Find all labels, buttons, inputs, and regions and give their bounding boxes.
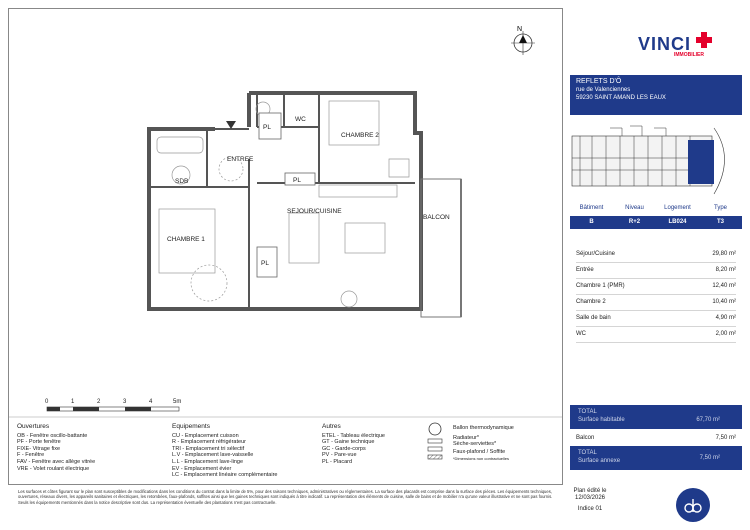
scale-bar (47, 407, 179, 411)
legend-item: VRE - Volet roulant électrique (17, 465, 90, 472)
legend-equipements-title: Equipements (172, 423, 210, 430)
total-habitable-label-2: Surface habitable (578, 417, 625, 423)
room-area: 8,20 m² (715, 267, 736, 273)
legend-symbol: Sèche-serviettes* (453, 441, 497, 448)
total-habitable-label-1: TOTAL (578, 409, 597, 415)
legend-item: PF - Porte fenêtre (17, 439, 61, 446)
legend-note: *Dimensions non contractuelles (453, 456, 510, 462)
label-sdb: SDB (175, 178, 189, 185)
label-chambre1: CHAMBRE 1 (167, 236, 205, 243)
legend-item: ETEL - Tableau électrique (322, 432, 385, 439)
room-row (576, 326, 736, 343)
company-seal-icon (676, 488, 710, 522)
project-name: REFLETS D'Ô (576, 78, 622, 85)
label-pl-3: PL (261, 260, 269, 267)
legend-item: PL - Placard (322, 458, 353, 465)
lot-header-type: Type (713, 205, 727, 211)
building-thumbnail (570, 118, 742, 203)
brand-logo (638, 30, 738, 60)
legend-symbol: Ballon thermodynamique (453, 425, 514, 431)
label-sejour: SEJOUR/CUISINE (287, 208, 342, 215)
legend-item: CU - Emplacement cuisson (172, 432, 239, 439)
project-city: 59230 SAINT AMAND LES EAUX (576, 95, 666, 101)
legend-item: R - Emplacement réfrigérateur (172, 439, 246, 446)
legend-item: TRI - Emplacement tri sélectif (172, 445, 245, 452)
legend-ouvertures (17, 424, 95, 472)
room-row (576, 278, 736, 295)
scale-tick-1: 1 (71, 399, 75, 405)
project-street: rue de Valenciennes (576, 87, 631, 93)
boiler-icon (429, 423, 441, 435)
room-area: 2,00 m² (715, 331, 736, 337)
total-annexe-label-1: TOTAL (578, 450, 597, 456)
room-name: Chambre 1 (PMR) (576, 283, 625, 289)
label-chambre2: CHAMBRE 2 (341, 132, 379, 139)
balcon-label: Balcon (576, 435, 595, 441)
total-annexe-label-2: Surface annexe (578, 458, 621, 464)
brand-cross-icon (696, 32, 712, 48)
brand-name: VINCI (638, 34, 692, 54)
room-area: 10,40 m² (712, 299, 736, 305)
balcon-value: 7,50 m² (715, 435, 736, 441)
lot-value-type: T3 (716, 219, 724, 225)
label-pl-2: PL (293, 177, 301, 184)
label-wc: WC (295, 116, 306, 123)
lot-value-logement: LB024 (668, 219, 687, 225)
disclaimer-footnote: Les surfaces et côtes figurant sur le plan sont susceptibles de modifications dans les conditions du contrat dans la limite de 5%, pour des raisons techniques, administratives ou réglementaires. La surface des placards est comprise dans la surface des pièces. Les équipements techniques, ouvertures, réseaux divers, les appareils sanitaires et électriques, les retombées, faux-plafonds, soffites ainsi que les gaines techniques sont indiqués à titre indicatif. La représentation des éléments de cuisine, salle de bains et de mobilier n'a qu'une valeur illustrative et ne sont pas fournis. Seuls les équipements mentionnés dans la notice descriptive sont dus. La représentation éventuelle des plantations n'est pas contractuelle. (18, 489, 553, 505)
legend-item: FAV - Fenêtre avec allège vitrée (17, 458, 96, 465)
plan-frame (8, 8, 563, 485)
legend-item: LC - Emplacement linéaire complémentaire (172, 472, 278, 479)
scale-tick-3: 3 (123, 399, 127, 405)
room-name: WC (576, 331, 586, 337)
lot-header-row (570, 202, 742, 214)
room-row (576, 310, 736, 327)
legend-equipements (172, 424, 277, 479)
total-habitable-value: 67,70 m² (696, 417, 720, 423)
lot-header-batiment: Bâtiment (579, 205, 604, 211)
brand-sub: IMMOBILIER (674, 52, 704, 58)
label-entree: ENTREE (227, 156, 254, 163)
soffit-icon (428, 455, 442, 459)
legend-symbols (453, 424, 514, 463)
plan-meta (570, 488, 610, 513)
room-name: Entrée (576, 267, 594, 273)
legend-autres (322, 424, 385, 466)
room-area: 12,40 m² (712, 283, 736, 289)
scale-tick-4: 4 (149, 399, 153, 405)
plan-date: 12/03/2026 (574, 495, 606, 501)
floor-plan (9, 9, 562, 484)
plan-index: Indice 01 (577, 506, 603, 512)
legend-item: GT - Gaine technique (322, 439, 375, 446)
info-sidebar (570, 8, 742, 483)
room-name: Séjour/Cuisine (576, 251, 616, 257)
legend-item: L.V - Emplacement lave-vaisselle (172, 452, 254, 459)
balcony (421, 179, 461, 317)
legend-symbol: Faux-plafond / Soffite (453, 448, 506, 455)
lot-value-row (570, 216, 742, 229)
room-name: Salle de bain (576, 315, 611, 321)
legend-item: PV - Pare-vue (322, 452, 357, 459)
lot-value-niveau: R+2 (628, 219, 641, 225)
scale-tick-5: 5m (173, 399, 182, 405)
inner-walls (149, 93, 415, 309)
legend-autres-title: Autres (322, 423, 341, 430)
legend-item: F - Fenêtre (17, 452, 45, 459)
radiator-icon (428, 439, 442, 443)
legend-symbol: Radiateur* (453, 434, 479, 441)
scale-tick-2: 2 (97, 399, 101, 405)
label-pl-1: PL (263, 124, 271, 131)
lot-value-batiment: B (589, 219, 594, 225)
project-info (570, 75, 742, 115)
total-annexe (570, 446, 742, 470)
lot-header-niveau: Niveau (625, 205, 644, 211)
label-balcon: BALCON (423, 214, 450, 221)
north-arrow-icon (511, 26, 535, 55)
room-area: 4,90 m² (715, 315, 736, 321)
lot-header-logement: Logement (664, 205, 691, 211)
room-row (576, 262, 736, 279)
plan-edited-label: Plan édité le (573, 488, 607, 494)
legend-item: FIXE- Vitrage fixe (17, 445, 60, 452)
placards (257, 113, 315, 277)
room-row (576, 246, 736, 263)
legend-item: L.L - Emplacement lave-linge (172, 458, 244, 465)
towel-dryer-icon (428, 447, 442, 451)
building-plan-icon (570, 118, 742, 203)
legend-item: GC - Garde-corps (322, 445, 366, 452)
total-annexe-value: 7,50 m² (699, 455, 720, 461)
entry-arrow-icon (226, 121, 236, 129)
legend-ouvertures-title: Ouvertures (17, 423, 50, 430)
room-row (576, 294, 736, 311)
scale-tick-0: 0 (45, 399, 49, 405)
legend-symbol-icons (428, 423, 442, 459)
legend-item: EV - Emplacement évier (172, 465, 232, 472)
balcon-row (576, 430, 736, 447)
room-name: Chambre 2 (576, 299, 606, 305)
room-area: 29,80 m² (712, 251, 736, 257)
north-label: N (517, 26, 523, 33)
legend-item: OB - Fenêtre oscillo-battante (17, 432, 88, 439)
total-habitable (570, 405, 742, 429)
